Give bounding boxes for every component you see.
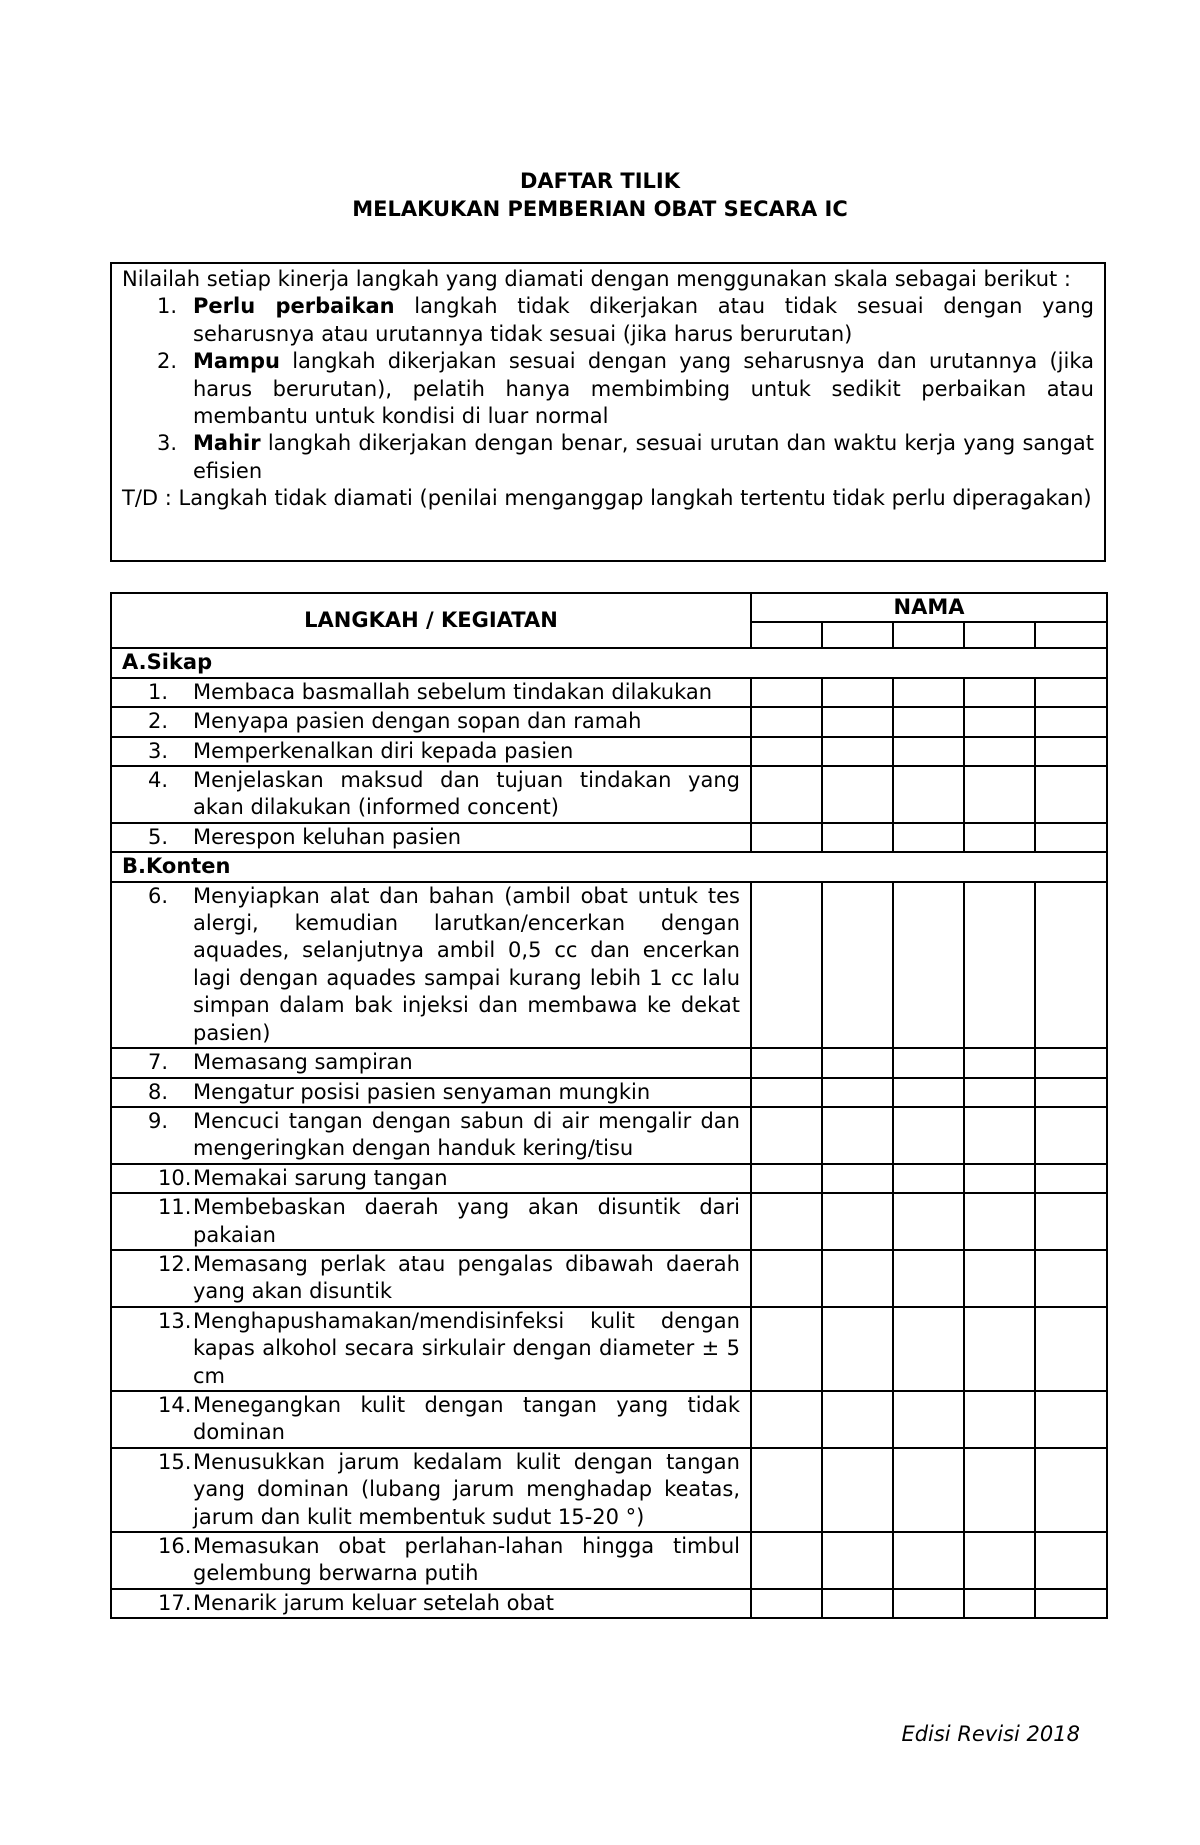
score-cell[interactable] [751,1048,822,1077]
score-cell[interactable] [822,1048,893,1077]
score-cell[interactable] [893,1193,964,1250]
score-cell[interactable] [1035,1307,1107,1391]
scale-description: langkah dikerjakan sesuai dengan yang seharusnya dan urutannya (jika harus berurutan), pelatih hanya membimbing untuk sedikit perbaikan atau membantu untuk kondisi di luar normal [193,349,1094,429]
score-cell[interactable] [751,1448,822,1532]
table-row [111,1532,1107,1589]
step-text-block [112,738,750,765]
step-number: 16. [158,1534,192,1558]
table-row [111,1107,1107,1164]
score-cell[interactable] [964,737,1035,766]
step-cell [111,1164,751,1193]
score-cell[interactable] [822,766,893,823]
step-number: 2. [148,709,169,734]
step-text: Memasang sampiran [193,1050,413,1075]
step-text: Menusukkan jarum kedalam kulit dengan tangan yang dominan (lubang jarum menghadap keatas, jarum dan kulit membentuk sudut 15-20 °) [193,1449,740,1529]
step-number: 11. [158,1195,192,1220]
step-text-block [112,824,750,851]
step-text-block [112,1392,750,1447]
step-text: Memperkenalkan diri kepada pasien [193,738,574,763]
step-cell [111,1048,751,1077]
name-slot[interactable] [964,622,1035,648]
step-text: Membaca basmallah sebelum tindakan dilakukan [193,679,713,704]
table-row [111,766,1107,823]
step-number: 14. [158,1392,192,1417]
table-row [111,1048,1107,1077]
score-cell[interactable] [964,707,1035,736]
table-row [111,823,1107,852]
step-text-block [112,1449,750,1531]
step-cell [111,1193,751,1250]
step-cell [111,766,751,823]
score-cell[interactable] [893,1391,964,1448]
step-cell [111,1078,751,1107]
score-cell[interactable] [964,1589,1035,1618]
step-cell [111,823,751,852]
score-cell[interactable] [822,678,893,707]
score-cell[interactable] [964,882,1035,1048]
section-label: B.Konten [111,852,1107,881]
score-cell[interactable] [751,678,822,707]
section-label: A.Sikap [111,648,1107,677]
instructions-intro: Nilailah setiap kinerja langkah yang diamati dengan menggunakan skala sebagai berikut : [122,267,1072,291]
score-cell[interactable] [1035,1048,1107,1077]
score-cell[interactable] [964,678,1035,707]
score-cell[interactable] [964,1193,1035,1250]
table-row [111,737,1107,766]
table-row [111,1078,1107,1107]
score-cell[interactable] [1035,1193,1107,1250]
step-text: Menegangkan kulit dengan tangan yang tidak dominan [193,1392,740,1445]
score-cell[interactable] [751,1078,822,1107]
scale-list [122,293,1094,485]
step-text-block [112,883,750,1047]
step-text: Menyiapkan alat dan bahan (ambil obat untuk tes alergi, kemudian larutkan/encerkan dengan aquades, selanjutnya ambil 0,5 cc dan encerkan lagi dengan aquades sampai kurang lebih 1 cc lalu simpan dalam bak injeksi dan membawa ke dekat pasien) [193,883,740,1045]
step-number: 9. [148,1108,169,1133]
name-slot[interactable] [1035,622,1107,648]
step-cell [111,1448,751,1532]
score-cell[interactable] [964,766,1035,823]
score-cell[interactable] [893,1250,964,1307]
step-number: 8. [148,1079,169,1104]
score-cell[interactable] [822,1078,893,1107]
score-cell[interactable] [1035,678,1107,707]
table-row [111,707,1107,736]
scale-number: 2. [157,349,178,374]
score-cell[interactable] [751,1391,822,1448]
score-cell[interactable] [1035,707,1107,736]
table-row [111,1448,1107,1532]
score-cell[interactable] [964,1107,1035,1164]
score-cell[interactable] [822,737,893,766]
score-cell[interactable] [1035,1164,1107,1193]
step-text-block [112,767,750,822]
score-cell[interactable] [893,766,964,823]
scale-description: langkah dikerjakan dengan benar, sesuai urutan dan waktu kerja yang sangat efisien [193,431,1094,483]
table-row [111,678,1107,707]
score-cell[interactable] [751,1164,822,1193]
scale-item [122,430,1094,485]
step-number: 3. [148,738,169,763]
score-cell[interactable] [822,707,893,736]
score-cell[interactable] [964,1391,1035,1448]
instructions-box [110,262,1106,562]
scale-item [122,348,1094,430]
score-cell[interactable] [893,1164,964,1193]
step-number: 7. [148,1050,169,1075]
step-cell [111,678,751,707]
score-cell[interactable] [893,823,964,852]
score-cell[interactable] [1035,737,1107,766]
score-cell[interactable] [964,1307,1035,1391]
score-cell[interactable] [1035,1107,1107,1164]
score-cell[interactable] [893,707,964,736]
score-cell[interactable] [751,1532,822,1589]
step-number: 12. [158,1251,192,1276]
step-text-block [112,1590,750,1617]
score-cell[interactable] [893,1048,964,1077]
score-cell[interactable] [964,1532,1035,1589]
score-cell[interactable] [822,1107,893,1164]
score-cell[interactable] [893,882,964,1048]
table-row [111,882,1107,1048]
edition-note: Edisi Revisi 2018 [901,1722,1080,1746]
scale-item [122,293,1094,348]
scale-description: langkah tidak dikerjakan atau tidak sesuai dengan yang seharusnya atau urutannya tidak sesuai (jika harus berurutan) [193,294,1094,346]
step-text: Menyapa pasien dengan sopan dan ramah [193,709,642,734]
step-text-block [112,708,750,735]
document-subtitle: MELAKUKAN PEMBERIAN OBAT SECARA IC [352,197,848,221]
name-slot[interactable] [893,622,964,648]
step-number: 5. [148,824,169,849]
score-cell[interactable] [893,678,964,707]
table-row [111,1307,1107,1391]
score-cell[interactable] [822,1250,893,1307]
scale-term: Mampu [193,349,280,374]
section-row [111,852,1107,881]
score-cell[interactable] [822,1532,893,1589]
step-cell [111,1250,751,1307]
scale-number: 3. [157,431,178,456]
score-cell[interactable] [751,1307,822,1391]
score-cell[interactable] [1035,1391,1107,1448]
score-cell[interactable] [822,1307,893,1391]
score-cell[interactable] [822,1164,893,1193]
step-text: Mencuci tangan dengan sabun di air mengalir dan mengeringkan dengan handuk kering/tisu [193,1108,740,1161]
score-cell[interactable] [964,1250,1035,1307]
checklist-table [110,592,1108,1619]
table-row [111,1193,1107,1250]
step-text-block [112,1049,750,1076]
score-cell[interactable] [822,1448,893,1532]
step-text-block [112,1165,750,1192]
table-row [111,1391,1107,1448]
step-cell [111,1391,751,1448]
step-number: 17. [158,1590,192,1615]
table-row [111,1589,1107,1618]
step-number: 10. [158,1165,192,1190]
header-row [111,593,1107,622]
score-cell[interactable] [1035,882,1107,1048]
column-header-langkah: LANGKAH / KEGIATAN [111,593,751,648]
score-cell[interactable] [751,737,822,766]
score-cell[interactable] [964,1164,1035,1193]
score-cell[interactable] [893,1448,964,1532]
td-note: T/D : Langkah tidak diamati (penilai menganggap langkah tertentu tidak perlu diperagakan) [122,486,1092,511]
score-cell[interactable] [751,766,822,823]
score-cell[interactable] [893,737,964,766]
score-cell[interactable] [1035,766,1107,823]
step-text-block [112,1108,750,1163]
step-text-block [112,1079,750,1106]
scale-term: Mahir [193,431,261,456]
section-row [111,648,1107,677]
scale-term: Perlu perbaikan [193,294,395,319]
score-cell[interactable] [822,1391,893,1448]
document-title: DAFTAR TILIK [519,169,681,193]
name-slot[interactable] [751,622,822,648]
step-cell [111,882,751,1048]
score-cell[interactable] [751,823,822,852]
step-text: Menjelaskan maksud dan tujuan tindakan yang akan dilakukan (informed concent) [193,768,740,820]
name-slot[interactable] [822,622,893,648]
step-cell [111,707,751,736]
score-cell[interactable] [964,1078,1035,1107]
score-cell[interactable] [893,1589,964,1618]
step-cell [111,1589,751,1618]
step-cell [111,737,751,766]
step-text: Memakai sarung tangan [193,1165,448,1190]
score-cell[interactable] [822,1589,893,1618]
score-cell[interactable] [751,882,822,1048]
score-cell[interactable] [1035,1250,1107,1307]
score-cell[interactable] [893,1107,964,1164]
step-text-block [112,679,750,706]
step-text: Membebaskan daerah yang akan disuntik dari pakaian [193,1195,740,1247]
step-text: Menarik jarum keluar setelah obat [193,1590,554,1615]
score-cell[interactable] [893,1307,964,1391]
score-cell[interactable] [893,1078,964,1107]
step-text: Menghapushamakan/mendisinfeksi kulit dengan kapas alkohol secara sirkulair dengan diameter ± 5 cm [193,1308,740,1388]
step-text-block [112,1251,750,1306]
step-text: Merespon keluhan pasien [193,824,462,849]
step-text: Mengatur posisi pasien senyaman mungkin [193,1079,651,1104]
step-text: Memasukan obat perlahan-lahan hingga timbul gelembung berwarna putih [193,1534,740,1586]
score-cell[interactable] [1035,1078,1107,1107]
step-cell [111,1107,751,1164]
score-cell[interactable] [893,1532,964,1589]
score-cell[interactable] [1035,823,1107,852]
scale-number: 1. [157,294,178,319]
score-cell[interactable] [1035,1532,1107,1589]
step-cell [111,1532,751,1589]
step-number: 4. [148,768,169,793]
score-cell[interactable] [964,1048,1035,1077]
score-cell[interactable] [1035,1448,1107,1532]
score-cell[interactable] [751,1250,822,1307]
score-cell[interactable] [751,1107,822,1164]
score-cell[interactable] [751,707,822,736]
score-cell[interactable] [1035,1589,1107,1618]
score-cell[interactable] [964,1448,1035,1532]
step-number: 15. [158,1449,192,1474]
column-header-nama: NAMA [751,593,1107,622]
table-row [111,1250,1107,1307]
score-cell[interactable] [964,823,1035,852]
score-cell[interactable] [822,823,893,852]
step-number: 13. [158,1308,192,1333]
step-number: 6. [148,883,169,908]
score-cell[interactable] [822,1193,893,1250]
score-cell[interactable] [822,882,893,1048]
step-number: 1. [148,679,169,704]
step-text-block [112,1308,750,1390]
step-text: Memasang perlak atau pengalas dibawah daerah yang akan disuntik [193,1251,740,1304]
step-text-block [112,1533,750,1588]
step-text-block [112,1194,750,1249]
score-cell[interactable] [751,1193,822,1250]
step-cell [111,1307,751,1391]
table-row [111,1164,1107,1193]
score-cell[interactable] [751,1589,822,1618]
